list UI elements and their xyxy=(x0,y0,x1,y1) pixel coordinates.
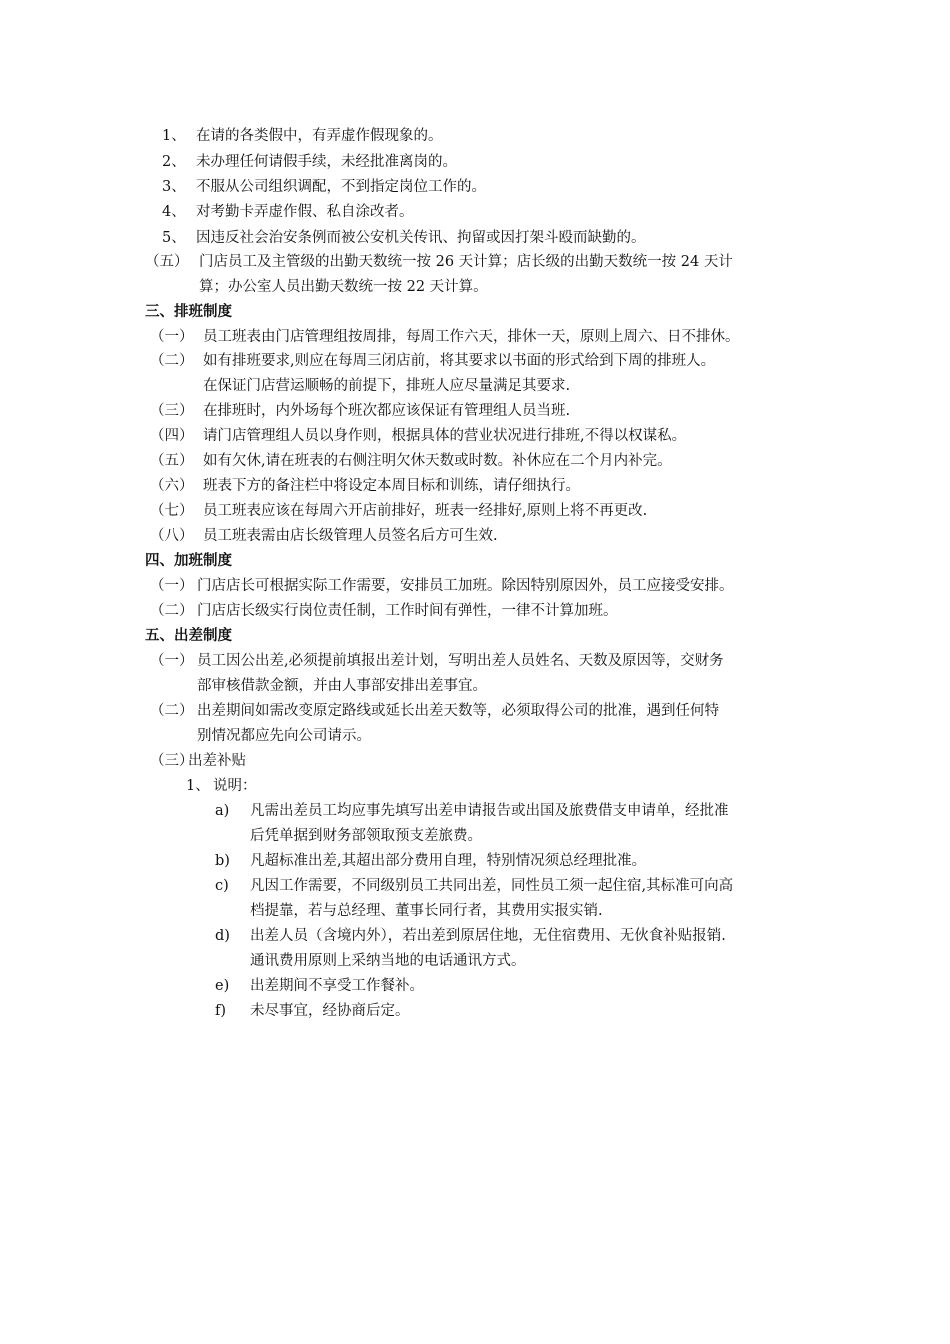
list-marker: 2、 xyxy=(162,154,186,170)
list-item-text: 未办理任何请假手续，未经批准离岗的。 xyxy=(196,154,457,170)
paragraph-line: 通讯费用原则上采纳当地的电话通讯方式。 xyxy=(250,953,526,969)
paragraph-line: 凡因工作需要，不同级别员工共同出差，同性员工须一起住宿,其标准可向高 xyxy=(250,878,734,894)
item-marker: （五） xyxy=(145,254,189,270)
paragraph-line: 请门店管理组人员以身作则，根据具体的营业状况进行排班,不得以权谋私。 xyxy=(203,428,687,444)
letter-marker: a) xyxy=(215,803,230,819)
item-marker: （二） xyxy=(150,603,194,619)
paragraph-line: 如有排班要求,则应在每周三闭店前，将其要求以书面的形式给到下周的排班人。 xyxy=(203,353,716,369)
paragraph-line: 员工班表应该在每周六开店前排好，班表一经排好,原则上将不再更改. xyxy=(203,503,648,519)
item-marker: （一） xyxy=(150,653,194,669)
paragraph-line: 出差人员（含境内外），若出差到原居住地，无住宿费用、无伙食补贴报销. xyxy=(250,928,726,944)
paragraph-line: 在排班时，内外场每个班次都应该保证有管理组人员当班. xyxy=(203,403,571,419)
item-marker: （一） xyxy=(150,329,194,345)
item-marker: （二） xyxy=(150,353,194,369)
list-item-text: 因违反社会治安条例而被公安机关传讯、拘留或因打架斗殴而缺勤的。 xyxy=(196,230,646,246)
paragraph-line: 未尽事宜，经协商后定。 xyxy=(250,1003,410,1019)
list-marker: 1、 xyxy=(162,128,186,144)
list-item-text: 说明： xyxy=(213,778,257,794)
item-marker: （六） xyxy=(150,478,194,494)
letter-marker: f) xyxy=(215,1003,227,1019)
item-marker: （三） xyxy=(150,403,194,419)
list-item-text: 不服从公司组织调配，不到指定岗位工作的。 xyxy=(196,179,486,195)
item-marker: （四） xyxy=(150,428,194,444)
paragraph-line: 算；办公室人员出勤天数统一按 22 天计算。 xyxy=(199,279,488,295)
paragraph-line: 别情况都应先向公司请示。 xyxy=(197,728,371,744)
paragraph-line: 门店店长级实行岗位责任制，工作时间有弹性，一律不计算加班。 xyxy=(197,603,618,619)
section-heading: 四、加班制度 xyxy=(145,553,232,569)
letter-marker: c) xyxy=(215,878,229,894)
section-heading: 三、排班制度 xyxy=(145,304,232,320)
paragraph-line: 凡需出差员工均应事先填写出差申请报告或出国及旅费借支申请单，经批准 xyxy=(250,803,729,819)
list-marker: 1、 xyxy=(186,778,210,794)
paragraph-line: 后凭单据到财务部领取预支差旅费。 xyxy=(250,828,482,844)
item-marker: （二） xyxy=(150,703,194,719)
list-marker: 5、 xyxy=(162,230,186,246)
item-marker: （八） xyxy=(150,528,194,544)
paragraph-line: 门店员工及主管级的出勤天数统一按 26 天计算；店长级的出勤天数统一按 24 天计 xyxy=(199,254,733,270)
paragraph-line: 班表下方的备注栏中将设定本周目标和训练，请仔细执行。 xyxy=(203,478,580,494)
paragraph-line: 凡超标准出差,其超出部分费用自理，特别情况须总经理批准。 xyxy=(250,853,647,869)
item-marker: （三） xyxy=(150,753,194,769)
paragraph-line: 门店店长可根据实际工作需要，安排员工加班。除因特别原因外，员工应接受安排。 xyxy=(197,578,734,594)
section-heading: 五、出差制度 xyxy=(145,628,232,644)
letter-marker: d) xyxy=(215,928,230,944)
letter-marker: b) xyxy=(215,853,230,869)
paragraph-line: 员工因公出差,必须提前填报出差计划，写明出差人员姓名、天数及原因等，交财务 xyxy=(197,653,724,669)
paragraph-line: 部审核借款金额，并由人事部安排出差事宜。 xyxy=(197,678,487,694)
item-marker: （七） xyxy=(150,503,194,519)
list-item-text: 在请的各类假中，有弄虚作假现象的。 xyxy=(196,128,443,144)
paragraph-line: 在保证门店营运顺畅的前提下，排班人应尽量满足其要求. xyxy=(203,378,571,394)
paragraph-line: 员工班表由门店管理组按周排，每周工作六天，排休一天，原则上周六、日不排休。 xyxy=(203,329,740,345)
letter-marker: e) xyxy=(215,978,230,994)
subsection-title: 出差补贴 xyxy=(188,753,246,769)
list-marker: 3、 xyxy=(162,179,186,195)
list-item-text: 对考勤卡弄虚作假、私自涂改者。 xyxy=(196,204,414,220)
item-marker: （五） xyxy=(150,453,194,469)
paragraph-line: 出差期间如需改变原定路线或延长出差天数等，必须取得公司的批准，遇到任何特 xyxy=(197,703,719,719)
list-marker: 4、 xyxy=(162,204,186,220)
paragraph-line: 如有欠休,请在班表的右侧注明欠休天数或时数。补休应在二个月内补完。 xyxy=(203,453,672,469)
item-marker: （一） xyxy=(150,578,194,594)
paragraph-line: 员工班表需由店长级管理人员签名后方可生效. xyxy=(203,528,498,544)
paragraph-line: 出差期间不享受工作餐补。 xyxy=(250,978,424,994)
paragraph-line: 档提靠，若与总经理、董事长同行者，其费用实报实销. xyxy=(250,903,603,919)
